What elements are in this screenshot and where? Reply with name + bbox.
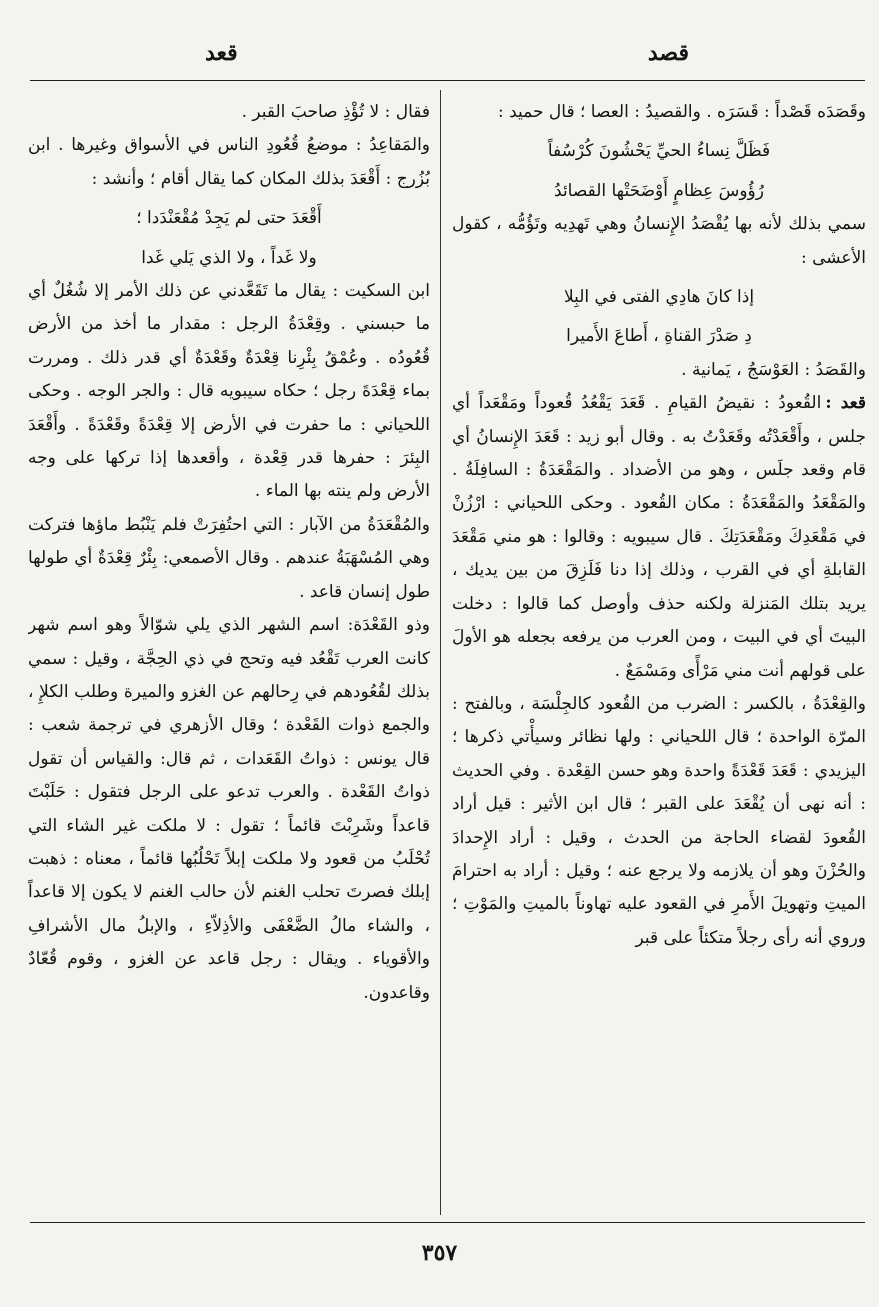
entry-paragraph bbox=[452, 387, 866, 688]
left-column bbox=[28, 96, 430, 1216]
column-divider bbox=[440, 90, 441, 1215]
right-column bbox=[452, 96, 866, 1216]
paragraph: والقِعْدَةُ ، بالكسر : الضرب من القُعود كالجِلْسَة ، وبالفتح : المرّة الواحدة ؛ قال اللحياني : ولها نظائر وسيأْتي ذكرها ؛ اليزيدي : قَعَدَ قَعْدَةً واحدة وهو حسن القِعْدة . وفي الحديث : أنه نهى أن يُقْعَدَ على القبر ؛ قال ابن الأثير : قيل أراد القُعودَ لقضاء الحاجة من الحدث ، وقيل : أراد الإِحدادَ والحُزْنَ وهو أن يلازمه ولا يرجع عنه ؛ وقيل : أراد به احترامَ الميتِ وتهويلَ الأَمرِ في القعود عليه تهاوناً بالميتِ والمَوْتِ ؛ وروي أنه رأى رجلاً متكئاً على قبر bbox=[452, 693, 866, 948]
header-rule bbox=[30, 80, 865, 81]
header-right-word: قصد bbox=[647, 40, 689, 66]
verse-line: أَقْعَدَ حتى لم يَجِدْ مُقْعَنْدَدا ؛ bbox=[136, 208, 322, 229]
paragraph: فقال : لا تُؤْذِ صاحبَ القبر . bbox=[241, 102, 430, 122]
verse-line: ولا غَداً ، ولا الذي يَلي غَدا bbox=[141, 247, 317, 268]
paragraph: وقَصَدَه قَصْداً : قَسَرَه . والقصيدُ : العصا ؛ قال حميد : bbox=[497, 102, 866, 122]
paragraph: وذو القَعْدَة: اسم الشهر الذي يلي شوّالاً وهو اسم شهر كانت العرب تَقْعُد فيه وتحج في ذي الحِجَّة ، وقيل : سمي بذلك لقُعُودهم في رِحالهم عن الغزو والميرة وطلب الكلإِ ، والجمع ذوات القَعْدة ؛ وقال الأزهري في ترجمة شعب : قال يونس : ذواتُ القَعَدات ، ثم قال: والقياس أن تقول ذواتُ القَعْدة . والعرب تدعو على الرجل فتقول : حَلَبْتَ قاعداً وشَرِبْتَ قائماً ؛ تقول : لا ملكت غير الشاء التي تُحْلَبُ من قعود ولا ملكت إبلاً تَحْلُبُها قائماً ، معناه : ذهبت إبلك فصرتَ تحلب الغنم لأن حالب الغنم لا يكون إلا قاعداً ، والشاء مالُ الضَّعْفَى والأذِلاّءِ ، والإبلُ مال الأشرافِ والأقوياء . ويقال : رجل قاعد عن الغزو ، وقوم قُعّادٌ وقاعدون. bbox=[28, 615, 430, 1003]
paragraph: ابن السكيت : يقال ما تَقَعَّدني عن ذلك الأمر إلا شُغُلٌ أي ما حبسني . وقِعْدَةُ الرجل : مقدار ما أخذ من الأرض قُعُودُه . وعُمْقُ بِئْرِنا قِعْدَةٌ وقَعْدَةٌ أي قدر ذلك . ومررت بماء قِعْدَةَ رجل ؛ حكاه سيبويه قال : والجر الوجه . وحكى اللحياني : ما حفرت في الأرض إلا قِعْدَةً وقَعْدَةً . وأَقْعَدَ البِئرَ : حفرها قدر قِعْدة ، وأقعدها إذا تركها على وجه الأرض ولم ينته بها الماء . bbox=[28, 281, 430, 502]
page-number: ٣٥٧ bbox=[421, 1240, 458, 1266]
entry-text: القُعودُ : نقيضُ القيامِ . قَعَدَ يَقْعُدُ قُعوداً ومَقْعَداً أي جلس ، وأَقْعَدْتُه وقَعَدْتُ به . وقال أبو زيد : قَعَدَ الإِنسانُ أي قام وقعد جلَس ، وهو من الأضداد . والمَقْعَدَةُ : السافِلَةُ . والمَقْعَدُ والمَقْعَدَةُ : مكان القُعود . وحكى اللحياني : ارْزُنْ في مَقْعَدِكَ ومَقْعَدَتِكَ . قال سيبويه : وقالوا : هو مني مَقْعَدَ القابلةِ أي في القرب ، وذلك إذا دنا فَلَزِقَ من بين يديك ، يريد بتلك المَنزلة ولكنه حذف وأوصل كما قالوا : دخلت البيتَ أي في البيت ، ومن العرب من يرفعه بجعله هو الأولَ على قولهم أنت مني مَرْأًى ومَسْمَعٌ . bbox=[452, 393, 866, 681]
header-left-word: قعد bbox=[205, 40, 238, 66]
verse-line: إذا كانَ هادِي الفتى في البِلا bbox=[563, 287, 755, 308]
verse-line: رُؤُوسَ عِظامٍ أَوْضَحَتْها القصائدُ bbox=[554, 180, 764, 201]
entry-headword: قعد : bbox=[825, 393, 866, 414]
verse-line: دِ صَدْرَ القناةِ ، أَطاعَ الأَميرا bbox=[566, 326, 752, 347]
footer-rule bbox=[30, 1222, 865, 1223]
paragraph: والقَصَدُ : العَوْسَجُ ، يَمانية . bbox=[681, 359, 866, 380]
verse-line: فَظَلَّ نِساءُ الحيِّ يَحْشُونَ كُرْسُفاً bbox=[547, 141, 771, 162]
paragraph: والمَقاعِدُ : موضعُ قُعُودِ الناس في الأسواق وغيرها . ابن بُزُرج : أَقْعَدَ بذلك المكان كما يقال أقام ؛ وأنشد : bbox=[28, 135, 430, 189]
paragraph: سمي بذلك لأنه بها يُقْصَدُ الإِنسانُ وهي تَهدِيه وتَؤُمُّه ، كقول الأعشى : bbox=[452, 214, 866, 268]
paragraph: والمُقْعَدَةُ من الآبار : التي احتُفِرَتْ فلم يَنْبُط ماؤها فتركت وهي المُسْهَبَةُ عندهم . وقال الأصمعي: بِئْرٌ قِعْدَةٌ أي طولها طول إنسان قاعد . bbox=[28, 514, 430, 602]
